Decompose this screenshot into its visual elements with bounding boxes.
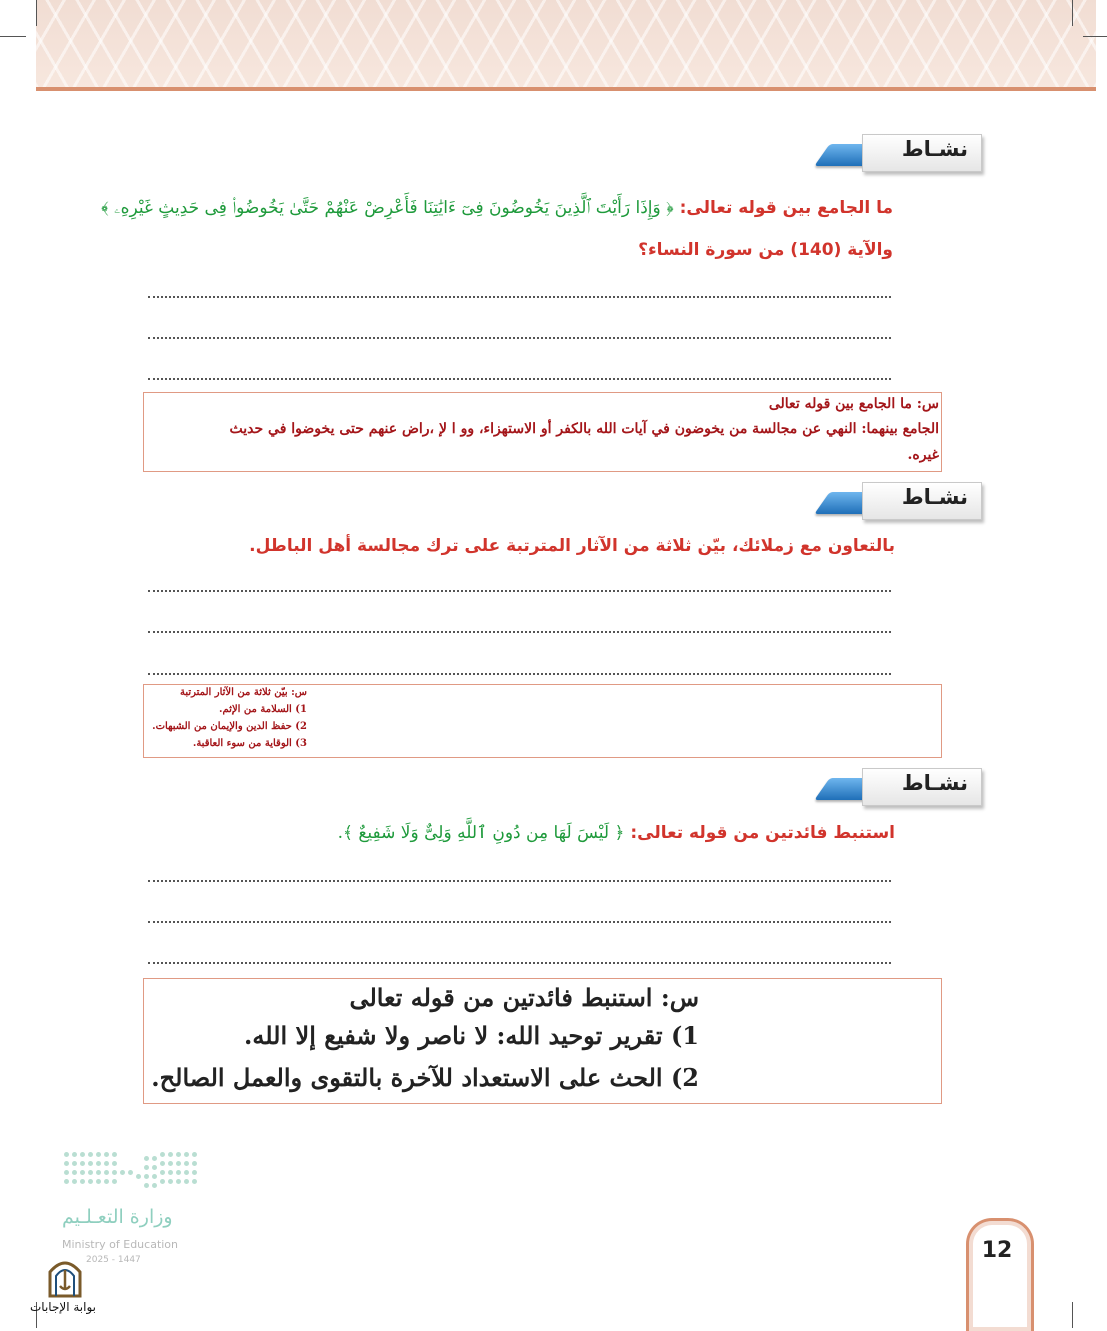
logo-dot <box>168 1152 173 1157</box>
logo-dot <box>168 1179 173 1184</box>
ministry-logo-dots <box>64 1152 200 1194</box>
answer-line <box>148 296 891 298</box>
logo-dot <box>88 1161 93 1166</box>
activity-tab <box>822 768 982 812</box>
logo-dot <box>72 1179 77 1184</box>
answer-line <box>148 631 891 633</box>
logo-dot <box>96 1170 101 1175</box>
crop-mark <box>1083 36 1107 37</box>
logo-dot <box>160 1152 165 1157</box>
answer-line <box>148 962 891 964</box>
question-lead: ما الجامع بين قوله تعالى: <box>679 198 893 218</box>
logo-dot <box>64 1152 69 1157</box>
logo-dot <box>144 1174 149 1179</box>
logo-dot <box>64 1179 69 1184</box>
answer-line <box>148 590 891 592</box>
answer-line <box>148 880 891 882</box>
page-number-tab <box>966 1218 1034 1331</box>
logo-dot <box>176 1152 181 1157</box>
answer-line-1: س: استنبط فائدتين من قوله تعالى <box>349 983 699 1012</box>
quran-verse: ﴿ وَإِذَا رَأَيْتَ ٱلَّذِينَ يَخُوضُونَ فِىٓ ءَايَٰتِنَا فَأَعْرِضْ عَنْهُمْ حَتَّىٰ يَخُوضُوا۟ فِى حَدِيثٍ غَيْرِهِۦ ﴾ <box>101 198 674 218</box>
answer-line <box>148 378 891 380</box>
logo-dot <box>80 1152 85 1157</box>
answer-line-4: 3) الوقاية من سوء العاقبة. <box>192 738 307 749</box>
activity-tab-label: نشـاط <box>901 771 968 795</box>
logo-dot <box>144 1156 149 1161</box>
logo-dot <box>192 1170 197 1175</box>
logo-dot <box>176 1170 181 1175</box>
logo-dot <box>80 1179 85 1184</box>
logo-dot <box>96 1179 101 1184</box>
question-lead: استنبط فائدتين من قوله تعالى: <box>630 823 895 843</box>
logo-dot <box>184 1161 189 1166</box>
logo-dot <box>104 1170 109 1175</box>
logo-dot <box>96 1161 101 1166</box>
answer-line <box>148 673 891 675</box>
answer-line <box>148 337 891 339</box>
header-divider <box>36 87 1096 91</box>
activity-question <box>101 198 893 218</box>
activity-tab <box>822 134 982 178</box>
logo-dot <box>152 1156 157 1161</box>
ministry-year: 2025 - 1447 <box>86 1255 141 1265</box>
logo-dot <box>112 1161 117 1166</box>
quran-verse: ﴿ لَيْسَ لَهَا مِن دُونِ ٱللَّهِ وَلِىٌّ وَلَا شَفِيعٌ ﴾. <box>337 823 625 843</box>
logo-dot <box>72 1152 77 1157</box>
logo-dot <box>96 1152 101 1157</box>
header-pattern-band <box>36 0 1096 88</box>
logo-dot <box>88 1179 93 1184</box>
crop-mark <box>1072 1302 1073 1328</box>
activity-tab-label: نشـاط <box>901 485 968 509</box>
logo-dot <box>152 1183 157 1188</box>
logo-dot <box>184 1179 189 1184</box>
logo-dot <box>64 1161 69 1166</box>
logo-dot <box>160 1170 165 1175</box>
answer-line-2: 1) تقرير توحيد الله: لا ناصر ولا شفيع إلا الله. <box>244 1021 699 1050</box>
logo-dot <box>128 1170 133 1175</box>
page-number: 12 <box>981 1238 1013 1263</box>
logo-dot <box>120 1170 125 1175</box>
logo-dot <box>192 1161 197 1166</box>
logo-dot <box>104 1161 109 1166</box>
answer-box <box>143 684 942 758</box>
answer-line-1: س: ما الجامع بين قوله تعالى <box>768 396 939 412</box>
logo-dot <box>192 1152 197 1157</box>
logo-dot <box>112 1170 117 1175</box>
ministry-name-en: Ministry of Education <box>62 1238 179 1251</box>
crop-mark <box>36 0 37 26</box>
ministry-name-ar: وزارة التعـلـيم <box>62 1206 173 1228</box>
logo-dot <box>112 1152 117 1157</box>
logo-dot <box>176 1161 181 1166</box>
logo-dot <box>112 1179 117 1184</box>
logo-dot <box>88 1152 93 1157</box>
logo-dot <box>160 1179 165 1184</box>
activity-tab <box>822 482 982 526</box>
activity-question-line2: والآية (140) من سورة النساء؟ <box>638 240 893 260</box>
logo-dot <box>80 1161 85 1166</box>
logo-dot <box>184 1170 189 1175</box>
logo-dot <box>80 1170 85 1175</box>
logo-dot <box>64 1170 69 1175</box>
answer-line-2: الجامع بينهما: النهي عن مجالسة من يخوضون في آيات الله بالكفر أو الاستهزاء، وو ا لإ ،راض عنهم حتى يخوضوا في حديث <box>229 421 939 437</box>
logo-dot <box>160 1161 165 1166</box>
answer-line-1: س: بيّن ثلاثة من الآثار المترتبة <box>179 687 307 698</box>
answer-line-3: 2) حفظ الدين والإيمان من الشبهات. <box>152 721 307 732</box>
activity-question <box>338 822 895 843</box>
logo-dot <box>104 1152 109 1157</box>
answer-box <box>143 392 942 472</box>
site-name: بوابة الإجابات <box>30 1300 97 1314</box>
logo-dot <box>144 1183 149 1188</box>
logo-dot <box>168 1170 173 1175</box>
logo-dot <box>88 1170 93 1175</box>
logo-dot <box>152 1165 157 1170</box>
answer-line <box>148 921 891 923</box>
logo-dot <box>72 1161 77 1166</box>
logo-dot <box>192 1179 197 1184</box>
logo-dot <box>136 1174 141 1179</box>
logo-dot <box>184 1152 189 1157</box>
logo-dot <box>168 1161 173 1166</box>
activity-question: بالتعاون مع زملائك، بيّن ثلاثة من الآثار المترتبة على ترك مجالسة أهل الباطل. <box>249 536 895 556</box>
crop-mark <box>0 36 26 37</box>
logo-dot <box>144 1165 149 1170</box>
site-logo-icon <box>44 1256 86 1298</box>
crop-mark <box>1072 0 1073 26</box>
logo-dot <box>72 1170 77 1175</box>
logo-dot <box>152 1174 157 1179</box>
logo-dot <box>104 1179 109 1184</box>
answer-line-3: 2) الحث على الاستعداد للآخرة بالتقوى والعمل الصالح. <box>151 1063 699 1092</box>
logo-dot <box>176 1179 181 1184</box>
activity-tab-label: نشـاط <box>901 137 968 161</box>
answer-box <box>143 978 942 1104</box>
answer-line-2: 1) السلامة من الإثم. <box>219 704 307 715</box>
answer-line-3: غيره. <box>907 447 939 463</box>
